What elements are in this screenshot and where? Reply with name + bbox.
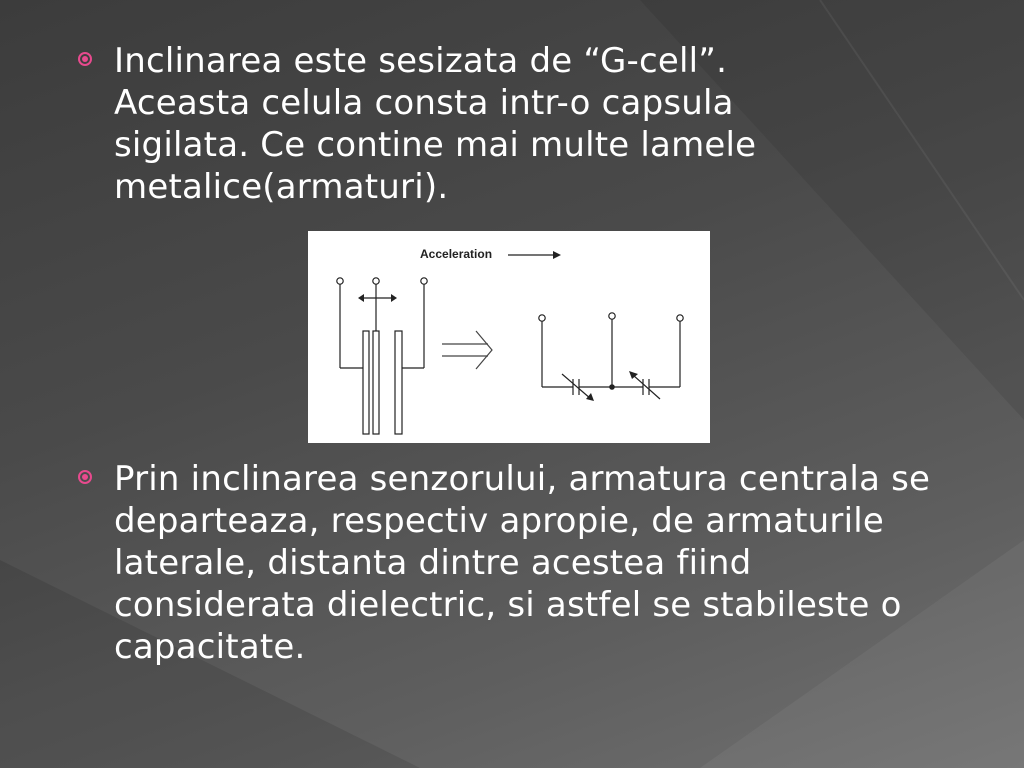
plates-diagram: [337, 278, 427, 434]
g-cell-diagram: [308, 231, 710, 443]
bullet-icon: [78, 52, 92, 66]
bullet-icon: [78, 470, 92, 484]
bullet-text-2: Prin inclinarea senzorului, armatura centrala se departeaza, respectiv apropie, de armaturile laterale, distanta dintre acestea fiind considerata dielectric, si astfel se stabileste o capacitate.: [114, 459, 931, 667]
implies-arrow-icon: [442, 331, 492, 369]
bullet-item-2: [78, 458, 958, 668]
bullet-text-1: Inclinarea este sesizata de “G-cell”. Aceasta celula consta intr-o capsula sigilata. Ce contine mai multe lamele metalice(armaturi).: [114, 41, 757, 207]
acceleration-label: Acceleration: [420, 247, 493, 261]
bullet-item-1: [78, 40, 838, 208]
